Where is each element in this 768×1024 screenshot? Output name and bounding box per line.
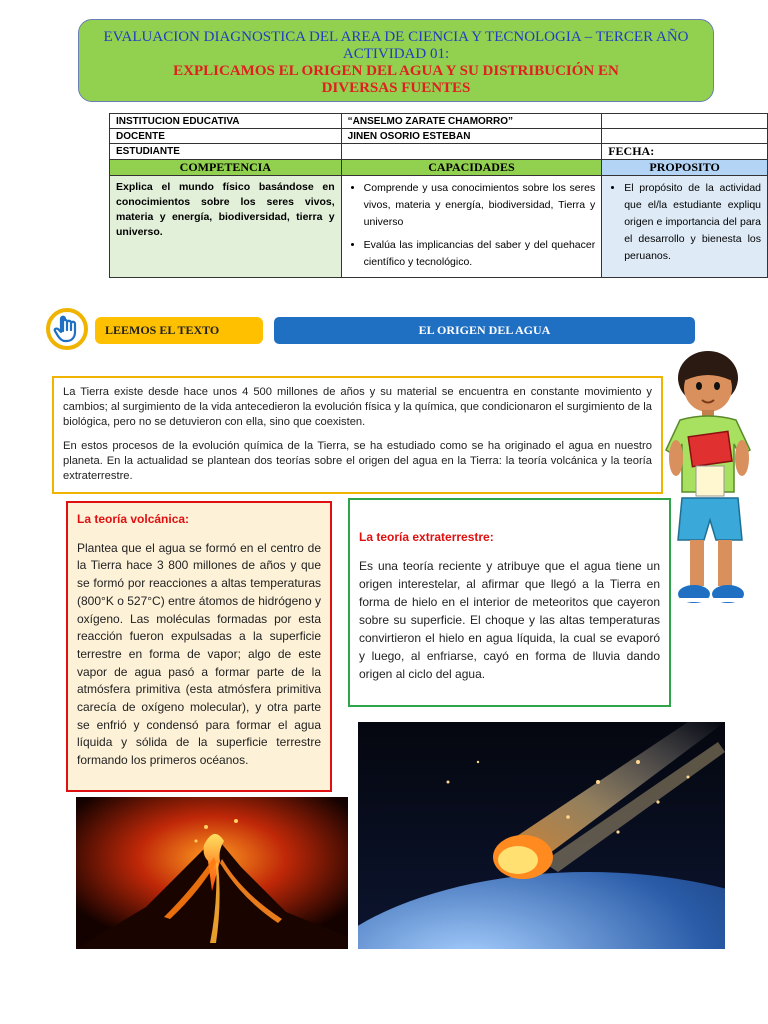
empty-cell	[602, 129, 768, 144]
fecha-label: FECHA:	[602, 144, 768, 160]
leemos-label: LEEMOS EL TEXTO	[95, 317, 263, 344]
capacidades-cell	[341, 176, 602, 278]
volcanic-theory-box	[66, 501, 332, 792]
meteor-image	[358, 722, 725, 949]
table-header-row	[110, 160, 768, 176]
institucion-value: “ANSELMO ZARATE CHAMORRO”	[341, 114, 602, 129]
estudiante-value	[341, 144, 602, 160]
banner-title: EVALUACION DIAGNOSTICA DEL AREA DE CIENCIA Y TECNOLOGIA – TERCER AÑO	[103, 29, 689, 45]
institucion-label: INSTITUCION EDUCATIVA	[110, 114, 342, 129]
capacidad-item: • Evalúa las implicancias del saber y del quehacer científico y tecnológico.	[364, 237, 596, 271]
capacidad-item: • Comprende y usa conocimientos sobre los seres vivos, materia y energía, biodiversidad, Tierra y universo	[364, 180, 596, 231]
docente-label: DOCENTE	[110, 129, 342, 144]
col-capacidades: CAPACIDADES	[341, 160, 602, 176]
banner-subtitle: EXPLICAMOS EL ORIGEN DEL AGUA Y SU DISTRIBUCIÓN EN DIVERSAS FUENTES	[173, 63, 619, 96]
section-title: EL ORIGEN DEL AGUA	[274, 317, 695, 344]
intro-paragraph-1: La Tierra existe desde hace unos 4 500 millones de años y su material se encuentra en constante movimiento y cambios; al surgimiento de la vida antecedieron la evolución física y la química, que condicionaron el surgimiento de la biológica, pero no se detuvieron con ella, sino que coexisten.	[63, 386, 652, 428]
proposito-cell	[602, 176, 768, 278]
volcano-image	[76, 797, 348, 949]
table-row	[110, 129, 768, 144]
table-row	[110, 176, 768, 278]
estudiante-label: ESTUDIANTE	[110, 144, 342, 160]
competencia-cell	[110, 176, 342, 278]
volcanic-theory-title: La teoría volcánica:	[77, 512, 190, 526]
info-table	[109, 113, 768, 278]
volcanic-theory-text: Plantea que el agua se formó en el centro de la Tierra hace 3 800 millones de años y que se formó por reacciones a altas temperaturas (800°K o 527°C) entre átomos de hidrógeno y oxígeno. Las moléculas formadas por esta reacción fueron expulsadas a la superficie terrestre en forma de vapor; algo de este vapor de agua pasó a formar parte de la atmósfera primitiva (esta atmósfera primitiva carecía de oxígeno molecular), y otra parte se enfrió y condensó para formar el agua líquida y sólida de la superficie terrestre formando los primeros océanos.	[77, 540, 321, 768]
pointing-hand-icon	[46, 308, 88, 350]
extraterrestrial-theory-title: La teoría extraterrestre:	[359, 530, 494, 544]
intro-paragraph-2: En estos procesos de la evolución química de la Tierra, se ha estudiado como se ha originado el agua en nuestro planeta. En la actualidad se plantean dos teorías sobre el origen del agua en la Tierra: la teoría volcánica y la teoría extraterrestre.	[63, 440, 652, 482]
banner-activity: ACTIVIDAD 01:	[342, 46, 450, 62]
empty-cell	[602, 114, 768, 129]
extraterrestrial-theory-text: Es una teoría reciente y atribuye que el agua tiene un origen interestelar, al afirmar que llegó a la Tierra en forma de hielo en el interior de meteoritos que cayeron sobre su superficie. El choque y las altas temperaturas convirtieron el hielo en agua líquida, la cual se evaporó y luego, al enfriarse, cayó en forma de lluvia dando origen al ciclo del agua.	[359, 559, 660, 681]
boy-reading-illustration	[660, 348, 760, 610]
proposito-item: • El propósito de la actividad que el/la estudiante expliqu origen e importancia del para el desarrollo y bienesta los peruanos.	[624, 180, 761, 265]
table-row	[110, 114, 768, 129]
table-row	[110, 144, 768, 160]
docente-value: JINEN OSORIO ESTEBAN	[341, 129, 602, 144]
col-competencia: COMPETENCIA	[110, 160, 342, 176]
col-proposito: PROPOSITO	[602, 160, 768, 176]
header-banner	[78, 19, 714, 102]
extraterrestrial-theory-box	[348, 498, 671, 707]
intro-box	[52, 376, 663, 494]
competencia-text: Explica el mundo físico basándose en conocimientos sobre los seres vivos, materia y energía, biodiversidad, tierra y universo.	[116, 181, 335, 238]
